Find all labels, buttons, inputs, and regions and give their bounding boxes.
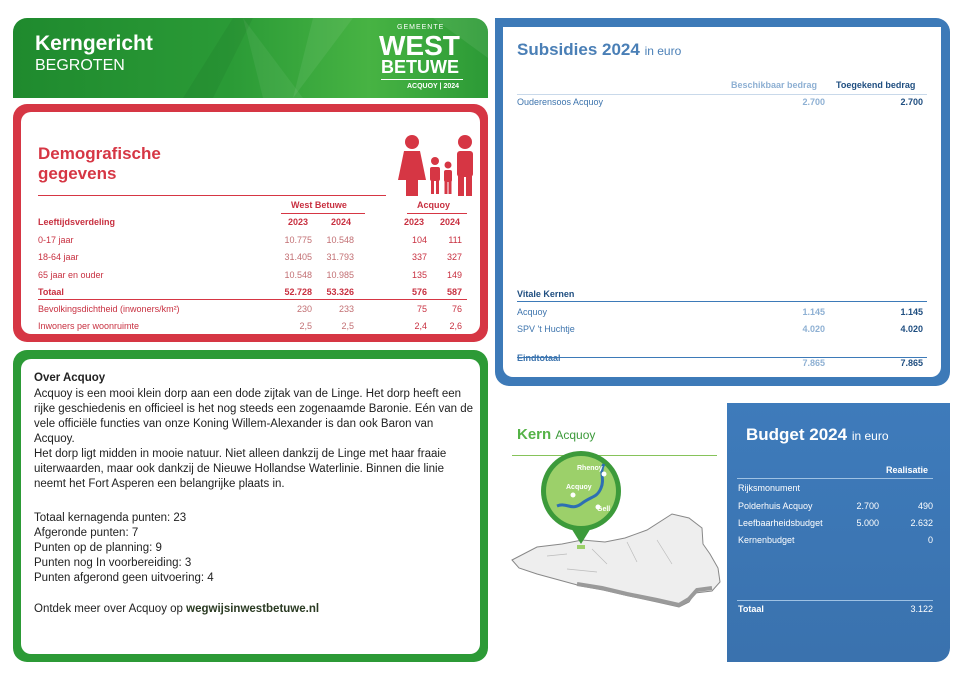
cell-value: 2,4 xyxy=(414,321,427,331)
cell-realisatie: 3.122 xyxy=(910,604,933,614)
stat-item: Punten op de planning: 9 xyxy=(34,542,162,554)
row-label: Totaal xyxy=(38,287,64,297)
logo-divider xyxy=(381,79,463,80)
row-label: SPV 't Huchtje xyxy=(517,324,575,334)
section-label-leeftijd: Leeftijdsverdeling xyxy=(38,217,116,227)
cell-value: 4.020 xyxy=(900,324,923,334)
subsidies-unit: in euro xyxy=(644,44,682,58)
stat-item: Totaal kernagenda punten: 23 xyxy=(34,512,187,524)
total-divider xyxy=(737,600,933,601)
cell-budget: 5.000 xyxy=(856,518,879,528)
cell-value: 31.793 xyxy=(326,252,354,262)
budget-title xyxy=(746,425,889,445)
cell-value: 7.865 xyxy=(802,358,825,368)
cell-value: 135 xyxy=(411,270,427,280)
family-icon xyxy=(394,134,479,196)
kern-name: Acquoy xyxy=(555,428,596,442)
header-divider xyxy=(737,478,933,479)
header-title: Kerngericht xyxy=(35,32,153,55)
row-label: 18-64 jaar xyxy=(38,252,79,262)
cell-value: 10.548 xyxy=(326,235,354,245)
stat-item: Punten nog In voorbereiding: 3 xyxy=(34,557,192,569)
row-label: Polderhuis Acquoy xyxy=(738,501,813,511)
row-label: Rijksmonument xyxy=(738,483,801,493)
row-label: Inwoners per woonruimte xyxy=(38,321,140,331)
cell-value: 75 xyxy=(416,304,427,314)
total-divider xyxy=(38,299,467,300)
cell-realisatie: 490 xyxy=(917,501,933,511)
year-header: 2024 xyxy=(440,217,461,227)
cell-value: 1.145 xyxy=(802,307,825,317)
more-prefix: Ontdek meer over Acquoy op xyxy=(34,603,187,615)
row-label: Bevolkingsdichtheid (inwoners/km²) xyxy=(38,304,180,314)
subsidies-title-main: Subsidies 2024 xyxy=(517,40,640,59)
logo-tag: ACQUOY | 2024 xyxy=(407,83,460,90)
cell-value: 230 xyxy=(296,304,312,314)
cell-budget: 2.700 xyxy=(856,501,879,511)
row-label: Acquoy xyxy=(517,307,548,317)
map-label-acquoy: Acquoy xyxy=(566,484,592,491)
cell-value: 1.145 xyxy=(900,307,923,317)
cell-value: 4.020 xyxy=(802,324,825,334)
cell-value: 7.865 xyxy=(900,358,923,368)
row-label: 0-17 jaar xyxy=(38,235,74,245)
cell-value: 76 xyxy=(451,304,462,314)
kern-title xyxy=(517,426,595,443)
cell-value: 337 xyxy=(411,252,427,262)
row-label: Leefbaarheidsbudget xyxy=(738,518,823,528)
row-label: 65 jaar en ouder xyxy=(38,270,104,280)
year-header: 2024 xyxy=(331,217,352,227)
logo-betuwe: BETUWE xyxy=(381,57,459,77)
group-underline xyxy=(281,213,365,214)
cell-value: 2,6 xyxy=(449,321,462,331)
cell-value: 31.405 xyxy=(284,252,312,262)
header-subtitle: BEGROTEN xyxy=(35,57,125,74)
total-divider xyxy=(517,357,927,358)
budget-card xyxy=(727,403,950,662)
header-divider xyxy=(517,94,927,95)
group-header-west-betuwe: West Betuwe xyxy=(291,200,347,210)
cell-value: 10.775 xyxy=(284,235,312,245)
kern-map xyxy=(507,444,722,614)
budget-unit: in euro xyxy=(851,429,889,443)
cell-value: 149 xyxy=(446,270,462,280)
title-divider xyxy=(38,195,386,196)
cell-value: 576 xyxy=(411,287,427,297)
cell-value: 52.728 xyxy=(284,287,312,297)
cell-value: 104 xyxy=(411,235,427,245)
year-header: 2023 xyxy=(288,217,309,227)
paragraph-1: Acquoy is een mooi klein dorp aan een dode zijtak van de Linge. Het dorp heeft een rijke geschiedenis en officieel is het nog steeds een zogenaamde Baronie. Eén van de vele officiële functies van onze Koning Willem-Alexander is dan ook Baron van Acquoy. xyxy=(34,388,473,445)
stat-item: Afgeronde punten: 7 xyxy=(34,527,139,539)
paragraph-2: Het dorp ligt midden in mooie natuur. Niet alleen dankzij de Linge met haar fraaie uiterwaarden, maar ook dankzij de Nieuwe Hollandse Waterlinie. Binnen die linie neemt het Fort Asperen een belangrijke plaats in. xyxy=(34,448,447,490)
subsidies-title xyxy=(517,40,681,60)
cell-value: 111 xyxy=(448,235,462,245)
pin-dot xyxy=(571,493,576,498)
cell-value: 327 xyxy=(446,252,462,262)
more-info xyxy=(34,603,319,615)
cell-value: 2,5 xyxy=(341,321,354,331)
logo-gemeente: GEMEENTE xyxy=(397,24,445,31)
logo-west: WEST xyxy=(379,30,460,61)
map-label-rhenoy: Rhenoy xyxy=(577,465,603,472)
col-header-realisatie: Realisatie xyxy=(886,465,929,475)
row-label: Eindtotaal xyxy=(517,353,561,363)
stat-item: Punten afgerond geen uitvoering: 4 xyxy=(34,572,214,584)
cell-value: 10.548 xyxy=(284,270,312,280)
year-header: 2023 xyxy=(404,217,425,227)
cell-value: 233 xyxy=(338,304,354,314)
over-acquoy-card xyxy=(13,350,488,662)
kern-label: Kern xyxy=(517,426,552,443)
cell-realisatie: 0 xyxy=(927,535,933,545)
col-header-beschikbaar: Beschikbaar bedrag xyxy=(731,80,818,90)
more-link[interactable]: wegwijsinwestbetuwe.nl xyxy=(186,603,320,615)
section-divider xyxy=(517,301,927,302)
group-underline xyxy=(407,213,467,214)
cell-value: 2.700 xyxy=(900,97,923,107)
header-banner xyxy=(13,18,488,98)
map-location-marker xyxy=(577,545,585,549)
cell-value: 2.700 xyxy=(802,97,825,107)
cell-value: 587 xyxy=(446,287,462,297)
section-vitale-kernen: Vitale Kernen xyxy=(517,289,575,299)
map-label-gell: Gell xyxy=(597,506,611,513)
cell-realisatie: 2.632 xyxy=(910,518,933,528)
budget-title-main: Budget 2024 xyxy=(746,425,848,444)
cell-value: 53.326 xyxy=(326,287,354,297)
cell-value: 2,5 xyxy=(299,321,312,331)
pin-dot xyxy=(602,472,607,477)
col-header-toegekend: Toegekend bedrag xyxy=(836,80,916,90)
over-text xyxy=(34,387,474,492)
cell-value: 10.985 xyxy=(326,270,354,280)
row-label: Totaal xyxy=(738,604,764,614)
row-label: Ouderensoos Acquoy xyxy=(517,97,604,107)
demografie-card xyxy=(13,104,488,342)
group-header-acquoy: Acquoy xyxy=(417,200,451,210)
over-title: Over Acquoy xyxy=(34,372,106,384)
demografie-title: Demografische gegevens xyxy=(38,144,161,183)
row-label: Kernenbudget xyxy=(738,535,795,545)
subsidies-card xyxy=(495,18,950,386)
